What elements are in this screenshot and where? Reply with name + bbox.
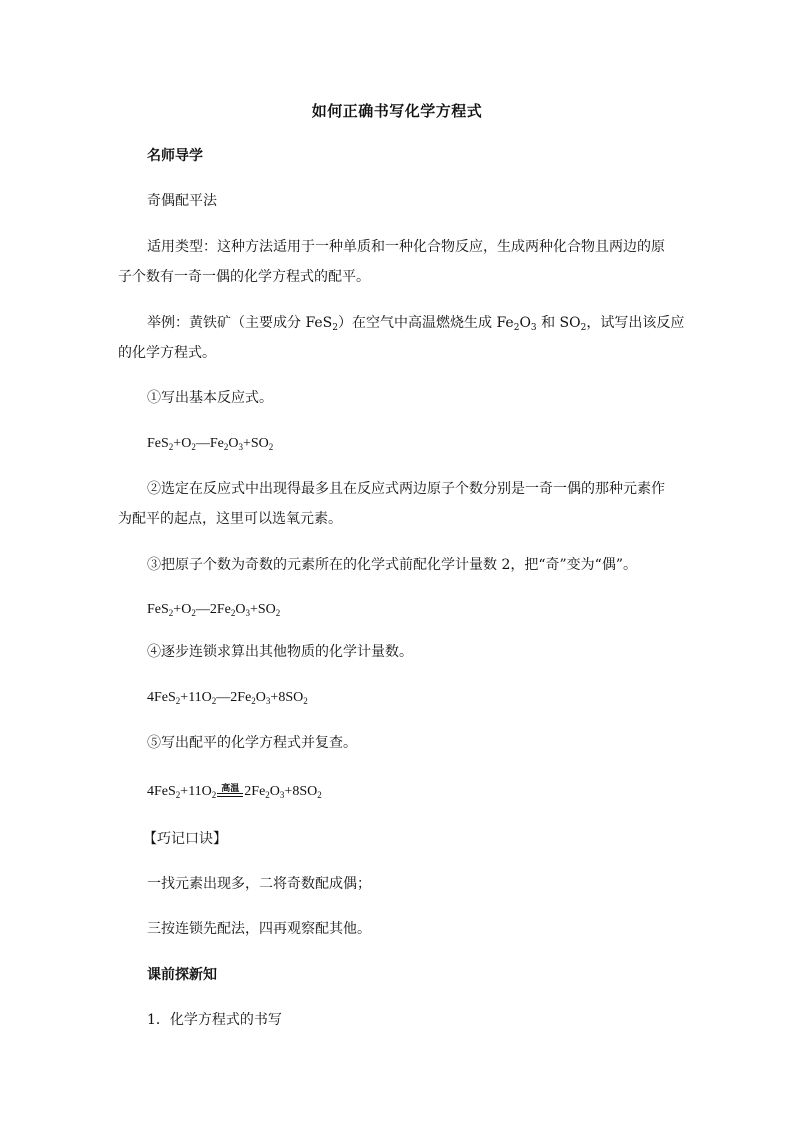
reaction-condition-equals-sign xyxy=(217,782,243,802)
step-3-text: ③把原子个数为奇数的元素所在的化学式前配化学计量数 2，把“奇”变为“偶”。 xyxy=(147,557,637,573)
step-1-text: ①写出基本反应式。 xyxy=(147,390,273,406)
list-item-1: 1．化学方程式的书写 xyxy=(147,1012,282,1028)
step-5-text: ⑤写出配平的化学方程式并复查。 xyxy=(147,735,357,751)
tip-line-2: 三按连锁先配法，四再观察配其他。 xyxy=(147,921,371,937)
section-heading-teacher-guide: 名师导学 xyxy=(147,148,203,164)
equation-step-4: $4FeS_2+11O_2—2Fe_2O_3+8SO_2$ xyxy=(147,690,308,706)
page-title: 如何正确书写化学方程式 xyxy=(311,102,483,120)
equation-step-3: $FeS_2+O_2—2Fe_2O_3+SO_2$ xyxy=(147,602,281,618)
tips-heading: 【巧记口诀】 xyxy=(143,831,227,847)
method-name: 奇偶配平法 xyxy=(147,193,217,209)
usage-text-line-2: 子个数有一奇一偶的化学方程式的配平。 xyxy=(118,269,370,285)
tip-line-1: 一找元素出现多，二将奇数配成偶； xyxy=(147,876,371,892)
example-text-line-1: 举例：黄铁矿（主要成分 FeS$_2$）在空气中高温燃烧生成 $Fe_2O_3$ 和 $SO_2$，试写出该反应 xyxy=(147,315,685,333)
step-4-text: ④逐步连锁求算出其他物质的化学计量数。 xyxy=(147,644,413,660)
equation-basic: $FeS_2+O_2—Fe_2O_3+SO_2$ xyxy=(147,436,274,452)
reaction-condition-label: 高温 xyxy=(221,784,240,794)
section-heading-preview: 课前探新知 xyxy=(147,967,217,983)
step-2-text-line-2: 为配平的起点，这里可以选氧元素。 xyxy=(118,511,342,527)
usage-text-line-1: 适用类型：这种方法适用于一种单质和一种化合物反应，生成两种化合物且两边的原 xyxy=(147,239,665,255)
step-2-text-line-1: ②选定在反应式中出现得最多且在反应式两边原子个数分别是一奇一偶的那种元素作 xyxy=(147,481,665,497)
example-text-line-2: 的化学方程式。 xyxy=(118,345,216,361)
equation-balanced: $4FeS_2+11O_2$ 高温 $2Fe_2O_3+8SO_2$ xyxy=(147,782,322,802)
